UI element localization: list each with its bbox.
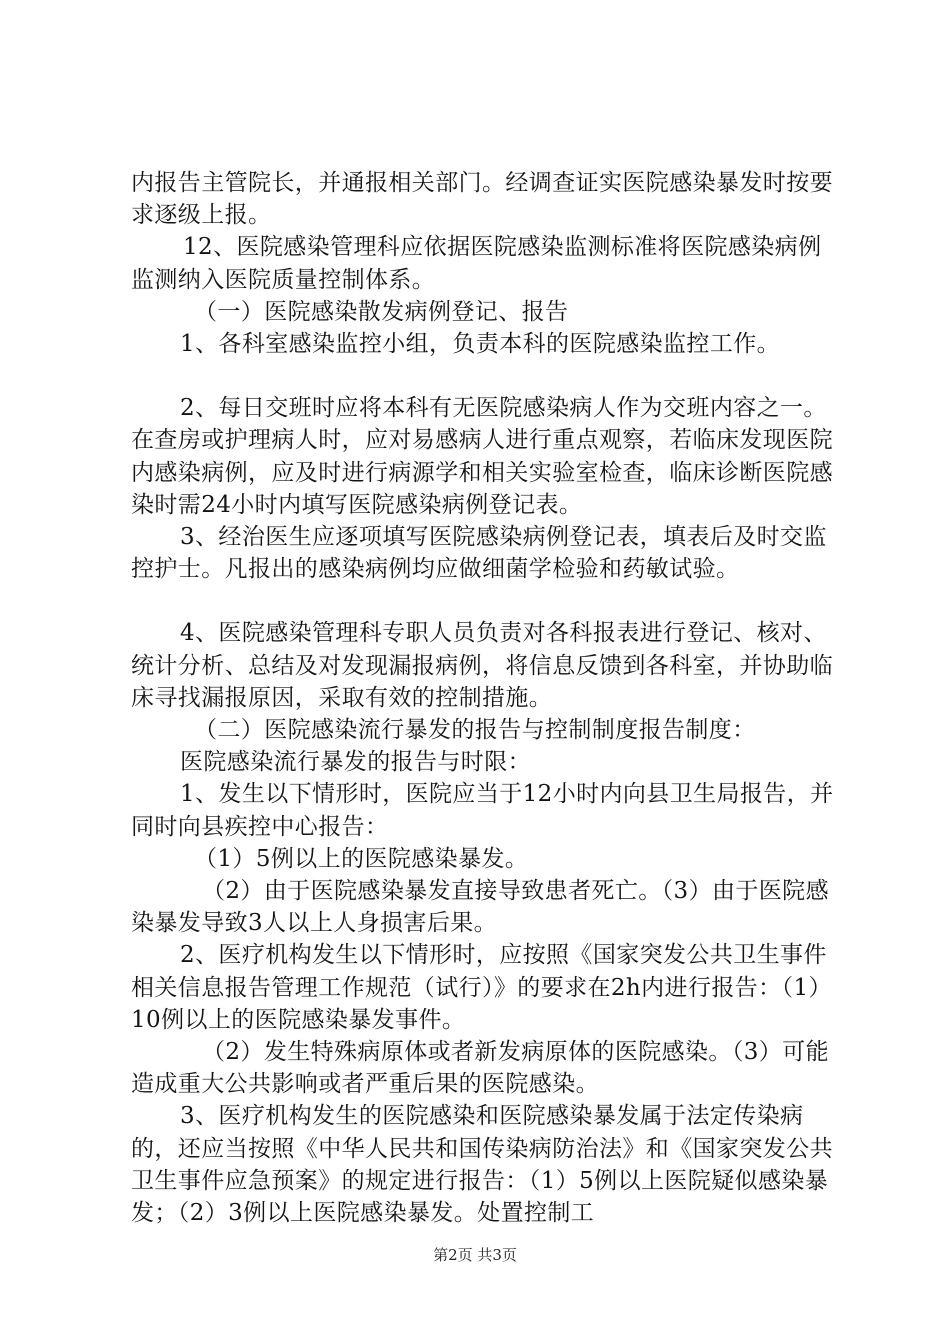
paragraph: （2）发生特殊病原体或者新发病原体的医院感染。（3）可能造成重大公共影响或者严重后果的医院感染。 [131,1039,829,1098]
spacer [131,360,843,392]
section-heading: （二）医院感染流行暴发的报告与控制制度报告制度： [194,717,756,744]
paragraph: （1）5例以上的医院感染暴发。 [194,845,529,872]
document-body [131,167,843,1229]
paragraph: 3、医疗机构发生的医院感染和医院感染暴发属于法定传染病的，还应当按照《中华人民共和国传染病防治法》和《国家突发公共卫生事件应急预案》的规定进行报告：（1）5例以上医院疑似感染暴发；（2）3例以上医院感染暴发。处置控制工 [131,1103,833,1227]
paragraph: 2、医疗机构发生以下情形时，应按照《国家突发公共卫生事件相关信息报告管理工作规范（试行）》的要求在2h内进行报告：（1）10例以上的医院感染暴发事件。 [131,942,832,1033]
paragraph: 12、医院感染管理科应依据医院感染监测标准将医院感染病例监测纳入医院质量控制体系。 [131,234,822,293]
spacer [131,585,843,617]
paragraph: （2）由于医院感染暴发直接导致患者死亡。（3）由于医院感染暴发导致3人以上人身损害后果。 [131,878,829,937]
page-footer: 第2页 共3页 [433,1246,517,1264]
paragraph: 4、医院感染管理科专职人员负责对各科报表进行登记、核对、统计分析、总结及对发现漏报病例，将信息反馈到各科室，并协助临床寻找漏报原因，采取有效的控制措施。 [131,620,833,711]
paragraph: 医院感染流行暴发的报告与时限： [180,749,531,776]
paragraph: 2、每日交班时应将本科有无医院感染病人作为交班内容之一。在查房或护理病人时，应对易感病人进行重点观察，若临床发现医院内感染病例，应及时进行病源学和相关实验室检查，临床诊断医院感染时需24小时内填写医院感染病例登记表。 [131,395,833,518]
paragraph: 内报告主管院长，并通报相关部门。经调查证实医院感染暴发时按要求逐级上报。 [131,170,833,229]
paragraph: 1、各科室感染监控小组，负责本科的医院感染监控工作。 [180,331,781,358]
section-heading: （一）医院感染散发病例登记、报告 [194,298,569,325]
paragraph: 1、发生以下情形时，医院应当于12小时内向县卫生局报告，并同时向县疾控中心报告： [131,781,834,840]
paragraph: 3、经治医生应逐项填写医院感染病例登记表，填表后及时交监控护士。凡报出的感染病例均应做细菌学检验和药敏试验。 [131,524,827,583]
